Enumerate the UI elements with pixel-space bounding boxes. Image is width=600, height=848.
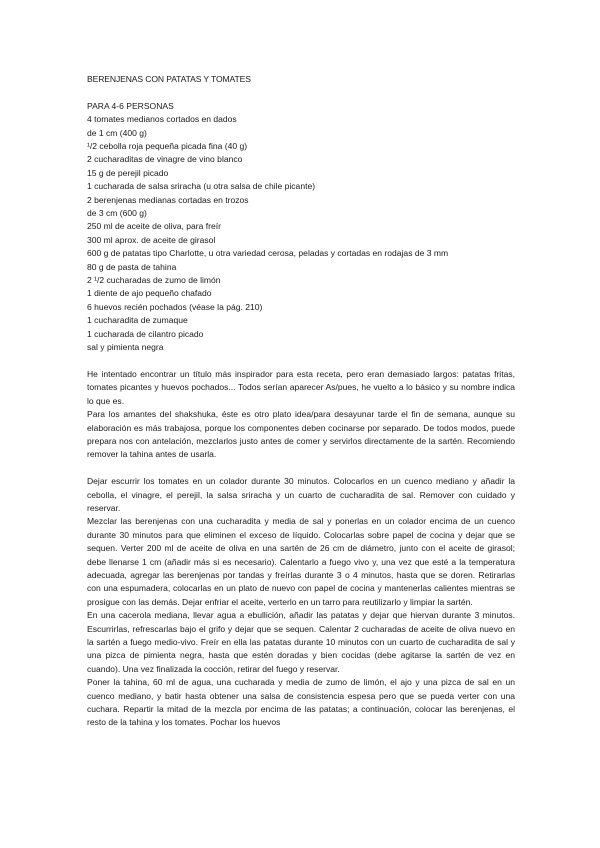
method-step: Mezclar las berenjenas con una cucharadita y media de sal y ponerlas en un colador encima de un cuenco durante 30 minutos para que eliminen el exceso de líquido. Colocarlas sobre papel de cocina y dejar que se sequen. Verter 200 ml de aceite de oliva en una sartén de 26 cm de diámetro, junto con el aceite de girasol; debe llenarse 1 cm (añadir más si es necesario). Calentarlo a fuego vivo y, una vez que esté a la temperatura adecuada, agregar las berenjenas por tandas y freírlas durante 3 o 4 minutos, hasta que se doren. Retirarlas con una espumadera, colocarlas en un plato de nuevo con papel de cocina y mantenerlas calientes mientras se prosigue con las demás. Dejar enfriar el aceite, verterlo en un tarro para reutilizarlo y limpiar la sartén. [87,516,515,607]
method-section [87,475,515,730]
ingredient-item: 1 cucharada de salsa sriracha (u otra salsa de chile picante) [87,181,316,192]
ingredient-item: ¹/2 cebolla roja pequeña picada fina (40 g) [87,141,248,152]
ingredient-item: 2 ¹/2 cucharadas de zumo de limón [87,275,221,286]
ingredient-item: 1 diente de ajo pequeño chafado [87,288,212,299]
intro-paragraph: Para los amantes del shakshuka, éste es otro plato idea/para desayunar tarde el fin de semana, aunque su elaboración es más trabajosa, porque los componentes deben cocinarse por separado. De todos modos, puede prepara nos con antelación, mezclarlos justo antes de comer y servirlos directamente de la sartén. Recomiendo remover la tahina antes de usarla. [87,409,515,460]
method-step: En una cacerola mediana, llevar agua a ebullición, añadir las patatas y dejar que hiervan durante 3 minutos. Escurrirlas, refrescarlas bajo el grifo y dejar que se sequen. Calentar 2 cucharadas de aceite de oliva nuevo en la sartén a fuego medio-vivo. Freír en ella las patatas durante 10 minutos con un cuarto de cucharadita de sal y una pizca de pimienta negra, hasta que estén doradas y bien cocidas (debe agitarse la sartén de vez en cuando). Una vez finalizada la cocción, retirar del fuego y reservar. [87,610,515,674]
spacer [87,86,515,99]
ingredient-item: 600 g de patatas tipo Charlotte, u otra variedad cerosa, peladas y cortadas en rodajas de 3 mm [87,248,449,259]
ingredient-item: 300 ml aprox. de aceite de girasol [87,234,216,245]
spacer [87,462,515,475]
ingredient-item: 4 tomates medianos cortados en dados [87,114,237,125]
ingredient-item: 250 ml de aceite de oliva, para freír [87,221,221,232]
ingredient-item: de 1 cm (400 g) [87,127,147,138]
recipe-page [87,73,515,730]
ingredient-item: 1 cucharadita de zumaque [87,315,188,326]
recipe-title: BERENJENAS CON PATATAS Y TOMATES [87,74,251,84]
spacer [87,355,515,368]
intro-paragraph: He intentado encontrar un título más inspirador para esta receta, pero eran demasiado largos: patatas fritas, tomates picantes y huevos pochados... Todos serían aparecer As/pues, he vuelto a lo básico y su nombre indica lo que es. [87,368,515,406]
intro-section [87,368,515,462]
ingredient-item: 2 berenjenas medianas cortadas en trozos [87,194,249,205]
ingredient-item: 6 huevos recién pochados (véase la pág. 210) [87,301,263,312]
ingredient-item: 2 cucharaditas de vinagre de vino blanco [87,154,243,165]
method-step: Dejar escurrir los tomates en un colador durante 30 minutos. Colocarlos en un cuenco mediano y añadir la cebolla, el vinagre, el perejil, la salsa sriracha y un cuarto de cucharadita de sal. Remover con cuidado y reservar. [87,476,515,513]
servings-label: PARA 4-6 PERSONAS [87,100,174,111]
ingredient-list [87,113,515,354]
ingredient-item: 1 cucharada de cilantro picado [87,328,204,339]
ingredient-item: sal y pimienta negra [87,342,164,353]
method-step: Poner la tahina, 60 ml de agua, una cucharada y media de zumo de limón, el ajo y una pizca de sal en un cuenco mediano, y batir hasta obtener una salsa de consistencia espesa pero que se pueda verter con una cuchara. Repartir la mitad de la mezcla por encima de las patatas; a continuación, colocar las berenjenas, el resto de la tahina y los tomates. Pochar los huevos [87,677,515,728]
ingredient-item: 80 g de pasta de tahina [87,261,177,272]
ingredient-item: 15 g de perejil picado [87,167,169,178]
ingredient-item: de 3 cm (600 g) [87,208,147,219]
